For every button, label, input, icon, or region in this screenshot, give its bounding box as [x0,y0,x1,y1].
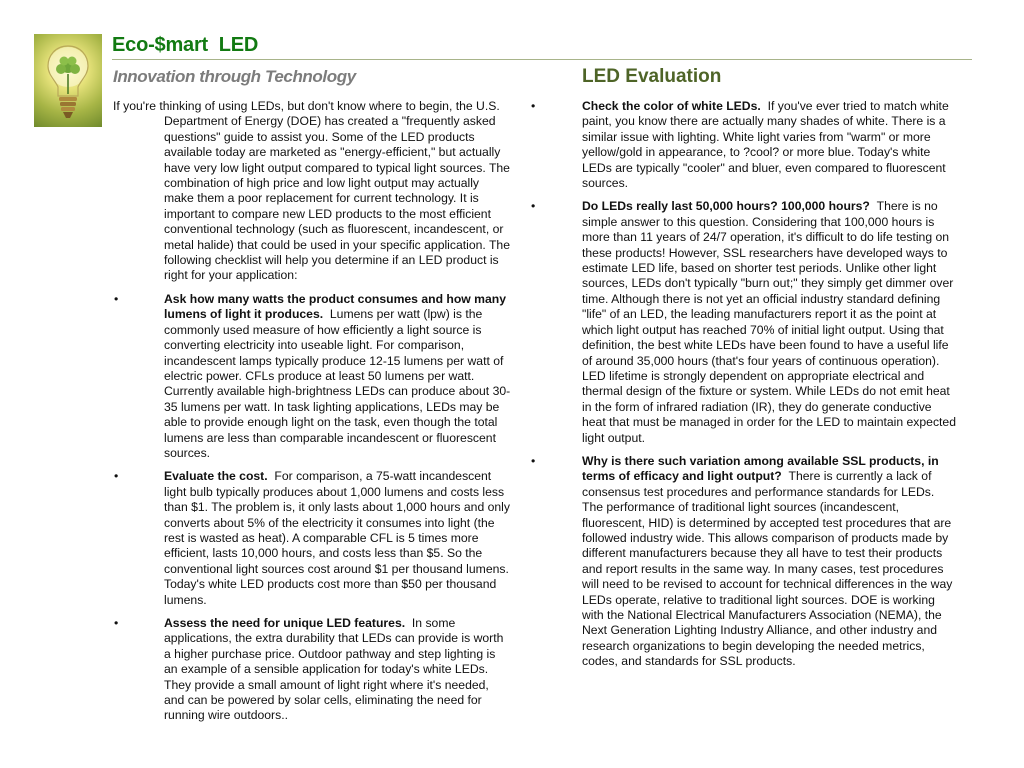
lightbulb-icon [34,34,102,127]
bullet: • [531,99,536,113]
checklist-item [530,99,958,191]
right-column [530,99,958,678]
checklist-item [530,454,958,670]
checklist-left [113,292,511,724]
bullet: • [114,469,119,484]
checklist-item-heading: Assess the need for unique LED features. [164,616,406,630]
checklist-item-body: If you've ever tried to match white paint, you know there are actually many shades of white. There is a similar issue with lighting. White light varies from "warm" or more yellow/gold in appearance, to ?cool? or more blue. Today's white LEDs are typically "cooler" and bluer, even compared to fluorescent sources. [582,99,949,191]
lightbulb-logo [34,34,102,127]
checklist-item-body: There is no simple answer to this question. Considering that 100,000 hours is more than 11 years of 24/7 operation, it's difficult to do life testing on these products! However, SSL researchers have developed ways to estimate LED life, based on shorter test periods. Unlike other light sources, LEDs don't typically "burn out;" they simply get dimmer over time. Although there is not yet an official industry standard defining "life" of an LED, the leading manufacturers report it as the point at which light output has reached 70% of initial light output. Using that definition, the best white LEDs have been found to have a useful life of around 35,000 hours (that's four years of continuous operation). LED lifetime is strongly dependent on appropriate electrical and thermal design of the fixture or system. While LEDs do not emit heat in the form of infrared radiation (IR), they do generate conductive heat that must be managed in order for the LED to maintain expected light output. [582,199,956,445]
bullet: • [114,291,119,306]
checklist-item-heading: Evaluate the cost. [164,469,268,484]
checklist-item [113,616,511,724]
section-title: LED Evaluation [582,66,722,87]
brand-title: Eco-$mart LED [112,34,259,56]
bullet: • [531,453,536,468]
tagline: Innovation through Technology [113,67,356,86]
header-divider [112,59,972,60]
checklist-item-body: In some applications, the extra durability that LEDs can provide is worth a higher purchase price. Outdoor pathway and step lighting is an example of a sensible application for today's white LEDs. They provide a small amount of light right where it's needed, and can be powered by solar cells, eliminating the need for running wire outdoors.. [164,616,504,723]
checklist-item-heading: Do LEDs really last 50,000 hours? 100,000 hours? [582,199,870,214]
checklist-item [530,199,958,446]
checklist-item [113,469,511,608]
checklist-item-body: Lumens per watt (lpw) is the commonly used measure of how efficiently a light source is converting electricity into useable light. For comparison, incandescent lamps typically produce 12-15 lumens per watt of electric power. CFLs produce at least 50 lumens per watt. Currently available high-brightness LEDs can produce about 30-35 lumens per watt. In task lighting applications, LEDs may be able to provide enough light on the task, even though the total lumens are less than comparable incandescent or fluorescent sources. [164,307,511,460]
checklist-item [113,292,511,461]
bullet: • [114,616,119,630]
checklist-item-heading: Why is there such variation among available SSL products, in terms of efficacy and light output? [582,453,939,484]
intro-paragraph: If you're thinking of using LEDs, but don't know where to begin, the U.S. Department of Energy (DOE) has created a "frequently asked questions" guide to assist you. Some of the LED products available today are marketed as "energy-efficient," but actually have very low light output compared to typical light sources. The combination of high price and low light output may actually make them a poor replacement for current technology. It is important to compare new LED products to the most efficient conventional technology (such as fluorescent, incandescent, or metal halide) that could be used in your specific application. The following checklist will help you determine if an LED product is right for your application: [113,99,510,283]
bullet: • [531,199,536,214]
left-column [113,99,511,732]
checklist-item-body: There is currently a lack of consensus test procedures and performance standards for LEDs. The performance of traditional light sources (incandescent, fluorescent, HID) is determined by accepted test procedures that are followed industry wide. This allows comparison of products made by different manufacturers because they all have to test their products and report results in the same way. In many cases, test procedures will need to be revised to account for technical differences in the way LEDs operate, relative to traditional light sources. DOE is working with the National Electrical Manufacturers Association (NEMA), the Next Generation Lighting Industry Alliance, and other industry and research organizations to begin developing the needed metrics, codes, and standards for SSL products. [582,469,953,669]
checklist-item-heading: Ask how many watts the product consumes and how many lumens of light it produces. [164,291,506,322]
checklist-item-heading: Check the color of white LEDs. [582,99,761,113]
checklist-right [530,99,958,670]
checklist-item-body: For comparison, a 75-watt incandescent light bulb typically produces about 1,000 lumens and costs less than $1. The problem is, it only lasts about 1,000 hours and only converts about 5% of the electricity it consumes into light (the rest is wasted as heat). A comparable CFL is 5 times more efficient, lasts 10,000 hours, and costs less than $5. So the conventional light sources cost around $1 per thousand lumens. Today's white LED products cost more than $50 per thousand lumens. [164,469,510,607]
